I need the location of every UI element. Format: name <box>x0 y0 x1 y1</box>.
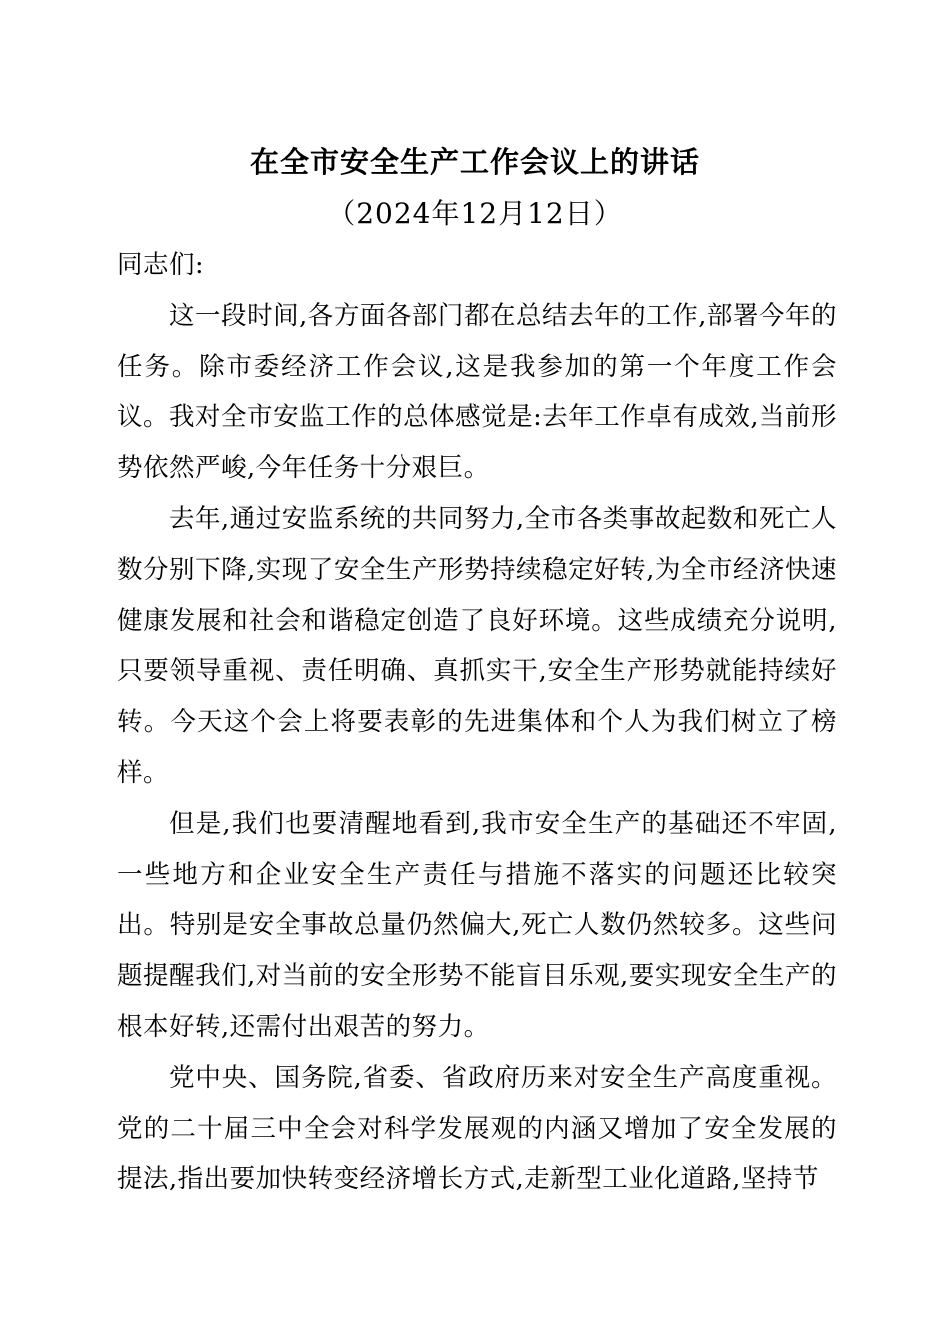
document-date: （2024年12月12日） <box>327 197 623 230</box>
paragraph-1: 这一段时间,各方面各部门都在总结去年的工作,部署今年的任务。除市委经济工作会议,这是我参加的第一个年度工作会议。我对全市安监工作的总体感觉是:去年工作卓有成效,当前形势依然严峻,今年任务十分艰巨。 <box>117 300 837 484</box>
paragraph-2: 去年,通过安监系统的共同努力,全市各类事故起数和死亡人数分别下降,实现了安全生产形势持续稳定好转,为全市经济快速健康发展和社会和谐稳定创造了良好环境。这些成绩充分说明,只要领导重视、责任明确、真抓实干,安全生产形势就能持续好转。今天这个会上将要表彰的先进集体和个人为我们树立了榜样。 <box>117 503 837 788</box>
document-title: 在全市安全生产工作会议上的讲话 <box>249 145 700 179</box>
paragraph-3: 但是,我们也要清醒地看到,我市安全生产的基础还不牢固,一些地方和企业安全生产责任与措施不落实的问题还比较突出。特别是安全事故总量仍然偏大,死亡人数仍然较多。这些问题提醒我们,对当前的安全形势不能盲目乐观,要实现安全生产的根本好转,还需付出艰苦的努力。 <box>117 808 837 1042</box>
document-body <box>117 240 837 1205</box>
paragraph-4: 党中央、国务院,省委、省政府历来对安全生产高度重视。党的二十届三中全会对科学发展观的内涵又增加了安全发展的提法,指出要加快转变经济增长方式,走新型工业化道路,坚持节 <box>117 1062 837 1195</box>
salutation: 同志们: <box>117 250 205 280</box>
